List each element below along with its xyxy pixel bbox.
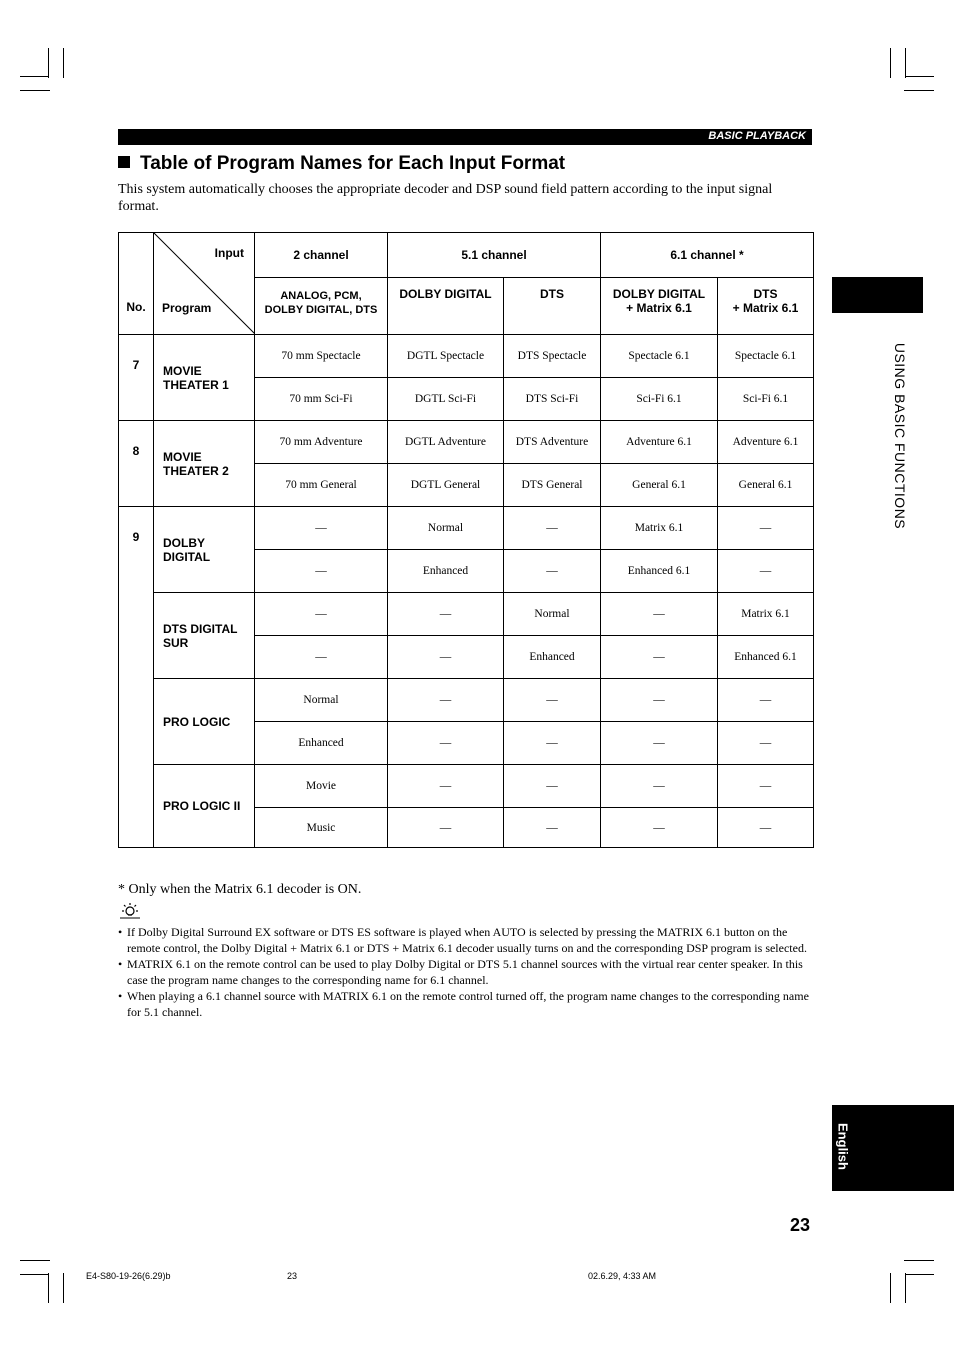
table-cell: —	[388, 722, 504, 765]
table-cell: —	[388, 593, 504, 636]
program-number: 9	[119, 507, 154, 848]
table-cell: —	[601, 679, 718, 722]
program-name-line: PRO LOGIC	[163, 714, 231, 729]
table-cell: —	[718, 808, 814, 848]
subheader-cell	[601, 278, 718, 335]
table-cell: Enhanced 6.1	[718, 636, 814, 679]
table-cell: Music	[255, 808, 388, 848]
table-cell: DGTL Adventure	[388, 421, 504, 464]
table-cell: —	[504, 679, 601, 722]
table-cell: Enhanced	[504, 636, 601, 679]
footer-file: E4-S80-19-26(6.29)b	[86, 1271, 171, 1281]
table-cell: —	[504, 765, 601, 808]
tips-list	[118, 924, 818, 1020]
no-column-header: No.	[119, 233, 154, 335]
subheader-cell	[388, 278, 504, 335]
subheader-line: DOLBY DIGITAL, DTS	[264, 304, 378, 316]
page-title	[118, 153, 565, 175]
table-cell: —	[388, 765, 504, 808]
program-name	[154, 593, 255, 679]
table-cell: —	[601, 765, 718, 808]
program-name-line: SUR	[163, 635, 189, 650]
table-cell: —	[504, 507, 601, 550]
program-name-line: DOLBY	[163, 535, 205, 550]
subheader-line: ANALOG, PCM,	[280, 290, 362, 302]
table-cell: Adventure 6.1	[601, 421, 718, 464]
table-cell: —	[388, 636, 504, 679]
tip-item: • MATRIX 6.1 on the remote control can be used to play Dolby Digital or DTS 5.1 channel sources with the virtual rear center speaker. In this case the program name changes to the corresponding name for 6.1 channel.	[118, 956, 818, 988]
program-name	[154, 507, 255, 593]
table-row	[119, 507, 814, 550]
table-cell: Enhanced	[255, 722, 388, 765]
table-cell: DTS General	[504, 464, 601, 507]
table-cell: —	[504, 550, 601, 593]
table-cell: Sci-Fi 6.1	[601, 378, 718, 421]
table-cell: DTS Adventure	[504, 421, 601, 464]
table-row	[119, 765, 814, 808]
table-cell: —	[601, 593, 718, 636]
footnote: * Only when the Matrix 6.1 decoder is ON.	[118, 882, 362, 897]
table-cell: General 6.1	[601, 464, 718, 507]
tip-icon	[118, 902, 142, 920]
table-cell: Normal	[504, 593, 601, 636]
program-name	[154, 765, 255, 848]
program-name-line: THEATER 2	[163, 463, 229, 478]
program-name-line: MOVIE	[163, 449, 202, 464]
subheader-line: + Matrix 6.1	[732, 301, 799, 315]
table-row	[119, 421, 814, 464]
table-cell: —	[504, 808, 601, 848]
table-cell: —	[255, 507, 388, 550]
table-cell: DGTL Sci-Fi	[388, 378, 504, 421]
program-name	[154, 335, 255, 421]
table-cell: —	[601, 722, 718, 765]
table-cell: —	[388, 679, 504, 722]
table-cell: —	[504, 722, 601, 765]
program-name-line: DIGITAL	[163, 549, 211, 564]
table-cell: —	[718, 765, 814, 808]
subheader-cell	[718, 278, 814, 335]
table-cell: 70 mm General	[255, 464, 388, 507]
page-title-text: Table of Program Names for Each Input Format	[140, 153, 566, 174]
table-cell: Adventure 6.1	[718, 421, 814, 464]
program-number: 8	[119, 421, 154, 507]
table-cell: Normal	[255, 679, 388, 722]
group-header: 6.1 channel *	[601, 233, 814, 278]
page-number: 23	[790, 1215, 811, 1235]
program-name	[154, 679, 255, 765]
program-label: Program	[162, 301, 212, 315]
table-cell: —	[255, 636, 388, 679]
table-cell: —	[388, 808, 504, 848]
program-name-line: MOVIE	[163, 363, 202, 378]
section-tab	[832, 277, 923, 313]
table-cell: —	[718, 550, 814, 593]
table-cell: Spectacle 6.1	[601, 335, 718, 378]
table-cell: Matrix 6.1	[718, 593, 814, 636]
program-name-line: THEATER 1	[163, 377, 229, 392]
table-row	[119, 335, 814, 378]
group-header: 2 channel	[255, 233, 388, 278]
group-header: 5.1 channel	[388, 233, 601, 278]
subheader-line: DOLBY DIGITAL	[612, 287, 706, 301]
corner-header	[154, 233, 255, 335]
language-label: English	[835, 1123, 851, 1170]
table-cell: 70 mm Spectacle	[255, 335, 388, 378]
subheader-cell	[504, 278, 601, 335]
table-cell: DTS Spectacle	[504, 335, 601, 378]
section-header-bar	[118, 129, 812, 145]
table-cell: Sci-Fi 6.1	[718, 378, 814, 421]
subheader-line: + Matrix 6.1	[626, 301, 692, 315]
subheader-line: DTS	[540, 287, 564, 301]
tip-item: • When playing a 6.1 channel source with MATRIX 6.1 on the remote control turned off, the program name changes to the corresponding name for 5.1 channel.	[118, 988, 818, 1020]
program-number: 7	[119, 335, 154, 421]
subheader-line: DTS	[753, 287, 778, 301]
footer-timestamp: 02.6.29, 4:33 AM	[588, 1271, 657, 1281]
table-cell: DGTL Spectacle	[388, 335, 504, 378]
program-name-line: PRO LOGIC II	[163, 799, 241, 813]
table-cell: Normal	[388, 507, 504, 550]
table-cell: DGTL General	[388, 464, 504, 507]
table-cell: —	[601, 636, 718, 679]
table-cell: General 6.1	[718, 464, 814, 507]
table-cell: DTS Sci-Fi	[504, 378, 601, 421]
input-label: Input	[214, 246, 244, 260]
table-row	[119, 593, 814, 636]
side-section-label: USING BASIC FUNCTIONS	[892, 342, 908, 530]
table-cell: —	[718, 722, 814, 765]
footer-page: 23	[287, 1271, 298, 1281]
table-cell: —	[255, 593, 388, 636]
subheader-cell	[255, 278, 388, 335]
tip-item: • If Dolby Digital Surround EX software or DTS ES software is played when AUTO is selected by pressing the MATRIX 6.1 button on the remote control, the Dolby Digital + Matrix 6.1 or DTS + Matrix 6.1 decoder usually turns on and the corresponding DSP program is selected.	[118, 924, 818, 956]
table-cell: Spectacle 6.1	[718, 335, 814, 378]
intro-paragraph: This system automatically chooses the appropriate decoder and DSP sound field pattern according to the input signal format.	[118, 182, 773, 214]
table-cell: —	[255, 550, 388, 593]
square-bullet-icon	[118, 156, 130, 168]
section-label: BASIC PLAYBACK	[708, 130, 806, 142]
table-cell: Movie	[255, 765, 388, 808]
table-cell: Enhanced 6.1	[601, 550, 718, 593]
table-cell: —	[601, 808, 718, 848]
table-row	[119, 679, 814, 722]
table-cell: —	[718, 679, 814, 722]
table-cell: 70 mm Sci-Fi	[255, 378, 388, 421]
program-table	[118, 232, 814, 848]
table-cell: 70 mm Adventure	[255, 421, 388, 464]
table-cell: —	[718, 507, 814, 550]
program-name-line: DTS DIGITAL	[163, 621, 238, 636]
table-cell: Matrix 6.1	[601, 507, 718, 550]
program-name	[154, 421, 255, 507]
subheader-line: DOLBY DIGITAL	[399, 287, 492, 301]
table-cell: Enhanced	[388, 550, 504, 593]
